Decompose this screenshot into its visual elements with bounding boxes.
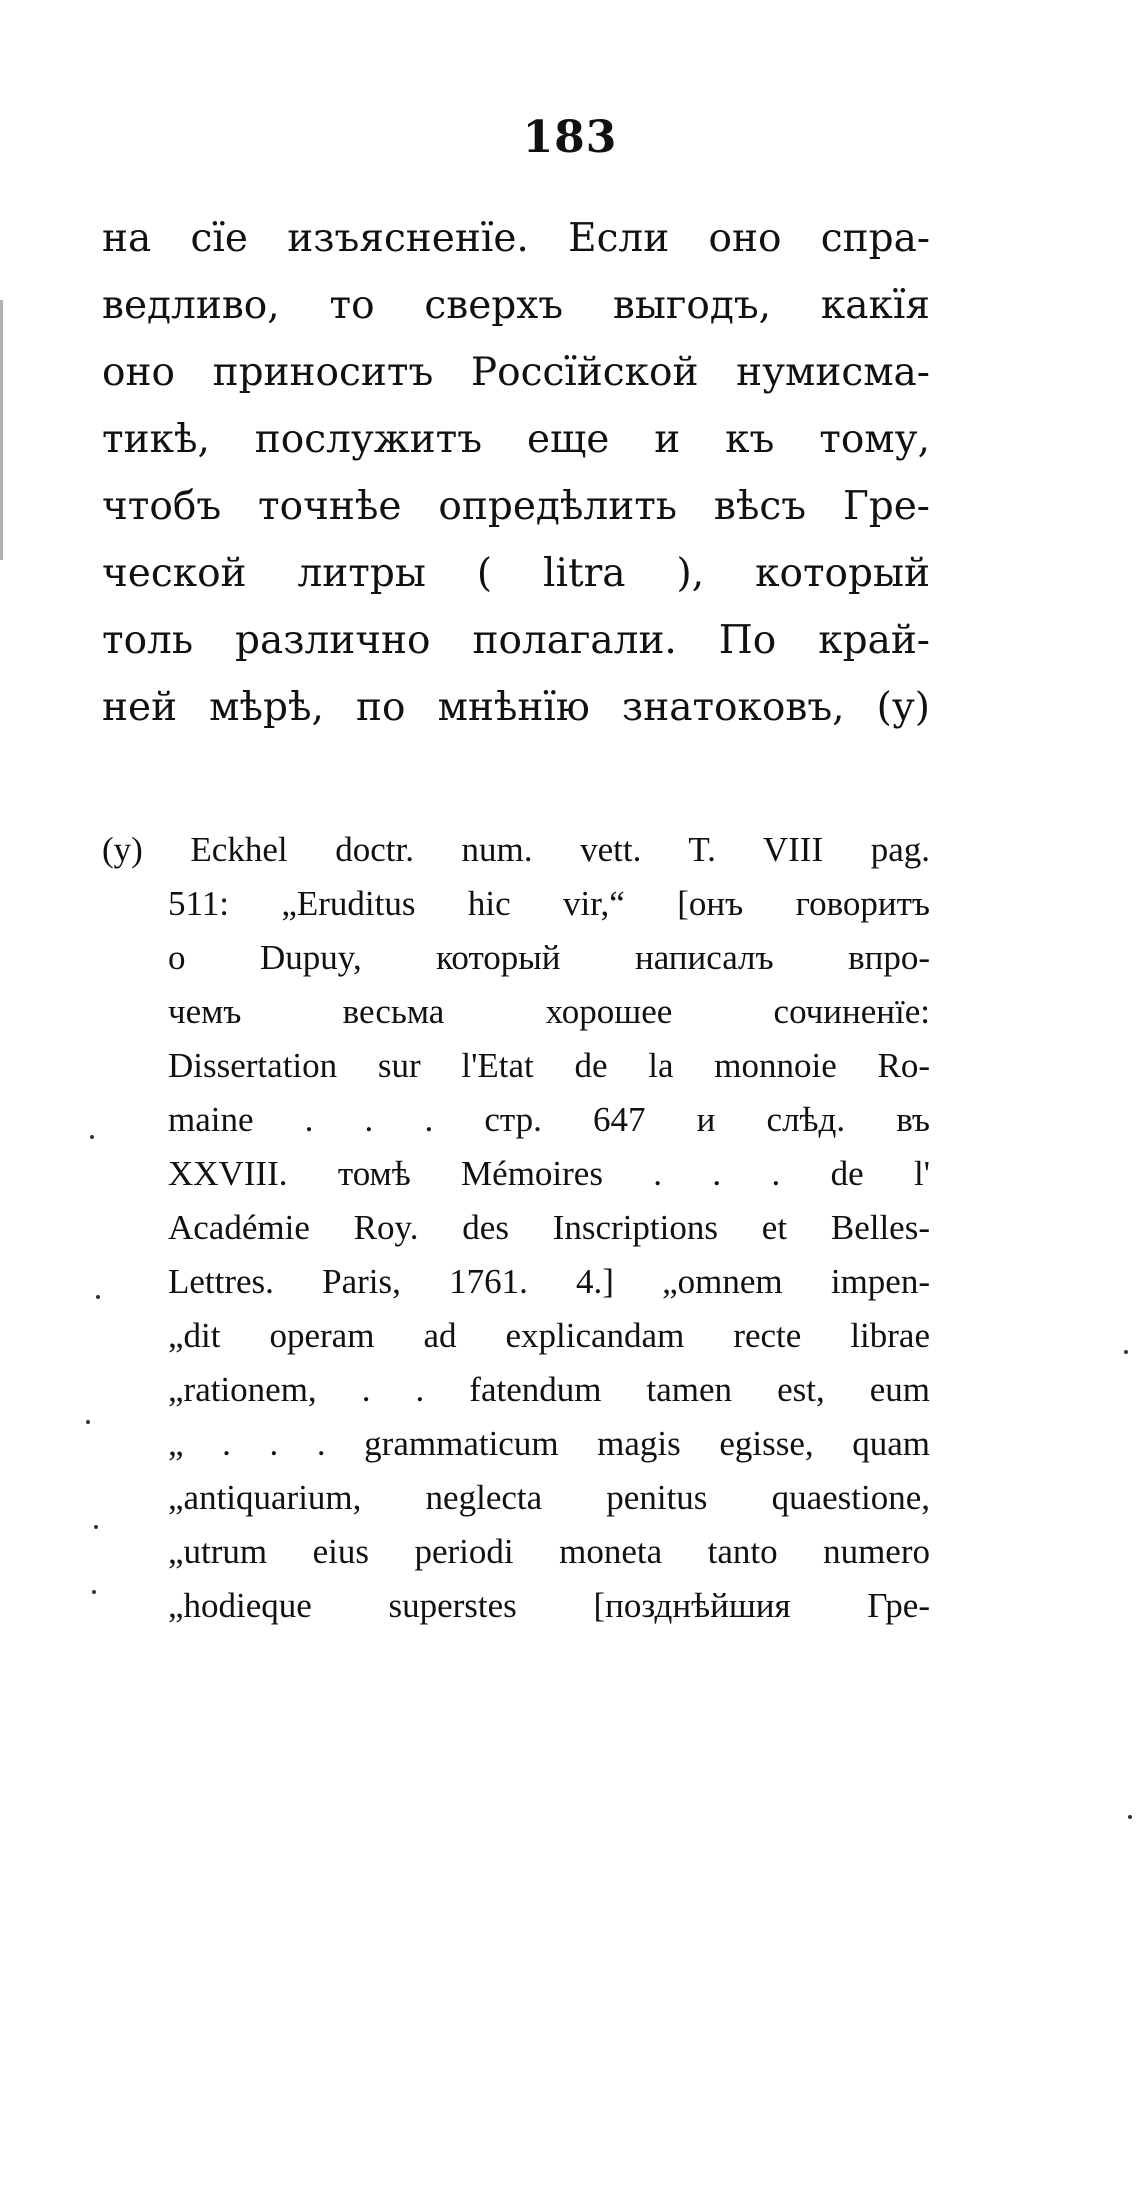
footnote-line: „dit operam ad explicandam recte librae — [168, 1316, 930, 1355]
main-text-line: чтобъ точнѣе опредѣлить вѣсъ Гре- — [102, 484, 930, 529]
print-speck — [96, 1295, 100, 1299]
footnote-line: Académie Roy. des Inscriptions et Belles- — [168, 1208, 930, 1247]
print-speck — [86, 1420, 90, 1424]
main-text-block — [102, 205, 930, 741]
footnote-line: „utrum eius periodi moneta tanto numero — [168, 1532, 930, 1571]
main-text-line: ческой литры ( litra ), который — [102, 551, 930, 596]
footnote-line: maine . . . стр. 647 и слѣд. въ — [168, 1100, 930, 1139]
main-text-line: тикѣ, послужитъ еще и къ тому, — [102, 417, 930, 462]
footnote-line: „antiquarium, neglecta penitus quaestione, — [168, 1478, 930, 1517]
footnote-line: Dissertation sur l'Etat de la monnoie Ro- — [168, 1046, 930, 1085]
page-number: 183 — [522, 112, 618, 163]
print-speck — [1124, 1350, 1128, 1354]
footnote-line: о Dupuy, который написалъ впро- — [168, 938, 930, 977]
footnote-block — [102, 823, 930, 1633]
print-speck — [90, 1135, 94, 1139]
left-edge-shadow — [0, 300, 3, 560]
main-text-line: оно приноситъ Россїйской нумисма- — [102, 350, 930, 395]
footnote-line: „rationem, . . fatendum tamen est, eum — [168, 1370, 930, 1409]
footnote-line: (у) Eckhel doctr. num. vett. T. VIII pag. — [102, 830, 930, 869]
footnote-line: „ . . . grammaticum magis egisse, quam — [168, 1424, 930, 1463]
footnote-line: Lettres. Paris, 1761. 4.] „omnem impen- — [168, 1262, 930, 1301]
footnote-line: 511: „Eruditus hic vir,“ [онъ говоритъ — [168, 884, 930, 923]
print-speck — [92, 1590, 96, 1594]
main-text-line: толь различно полагали. По край- — [102, 618, 930, 663]
footnote-line: чемъ весьма хорошее сочиненїе: — [168, 992, 930, 1031]
print-speck — [1128, 1815, 1132, 1819]
footnote-line: XXVIII. томѣ Mémoires . . . de l' — [168, 1154, 930, 1193]
main-text-line: ней мѣрѣ, по мнѣнїю знатоковъ, (у) — [102, 685, 930, 730]
print-speck — [94, 1525, 98, 1529]
main-text-line: ведливо, то сверхъ выгодъ, какїя — [102, 283, 930, 328]
footnote-line: „hodieque superstes [позднѣйшия Гре- — [168, 1586, 930, 1625]
main-text-line: на сїе изъясненїе. Если оно спра- — [102, 216, 930, 261]
